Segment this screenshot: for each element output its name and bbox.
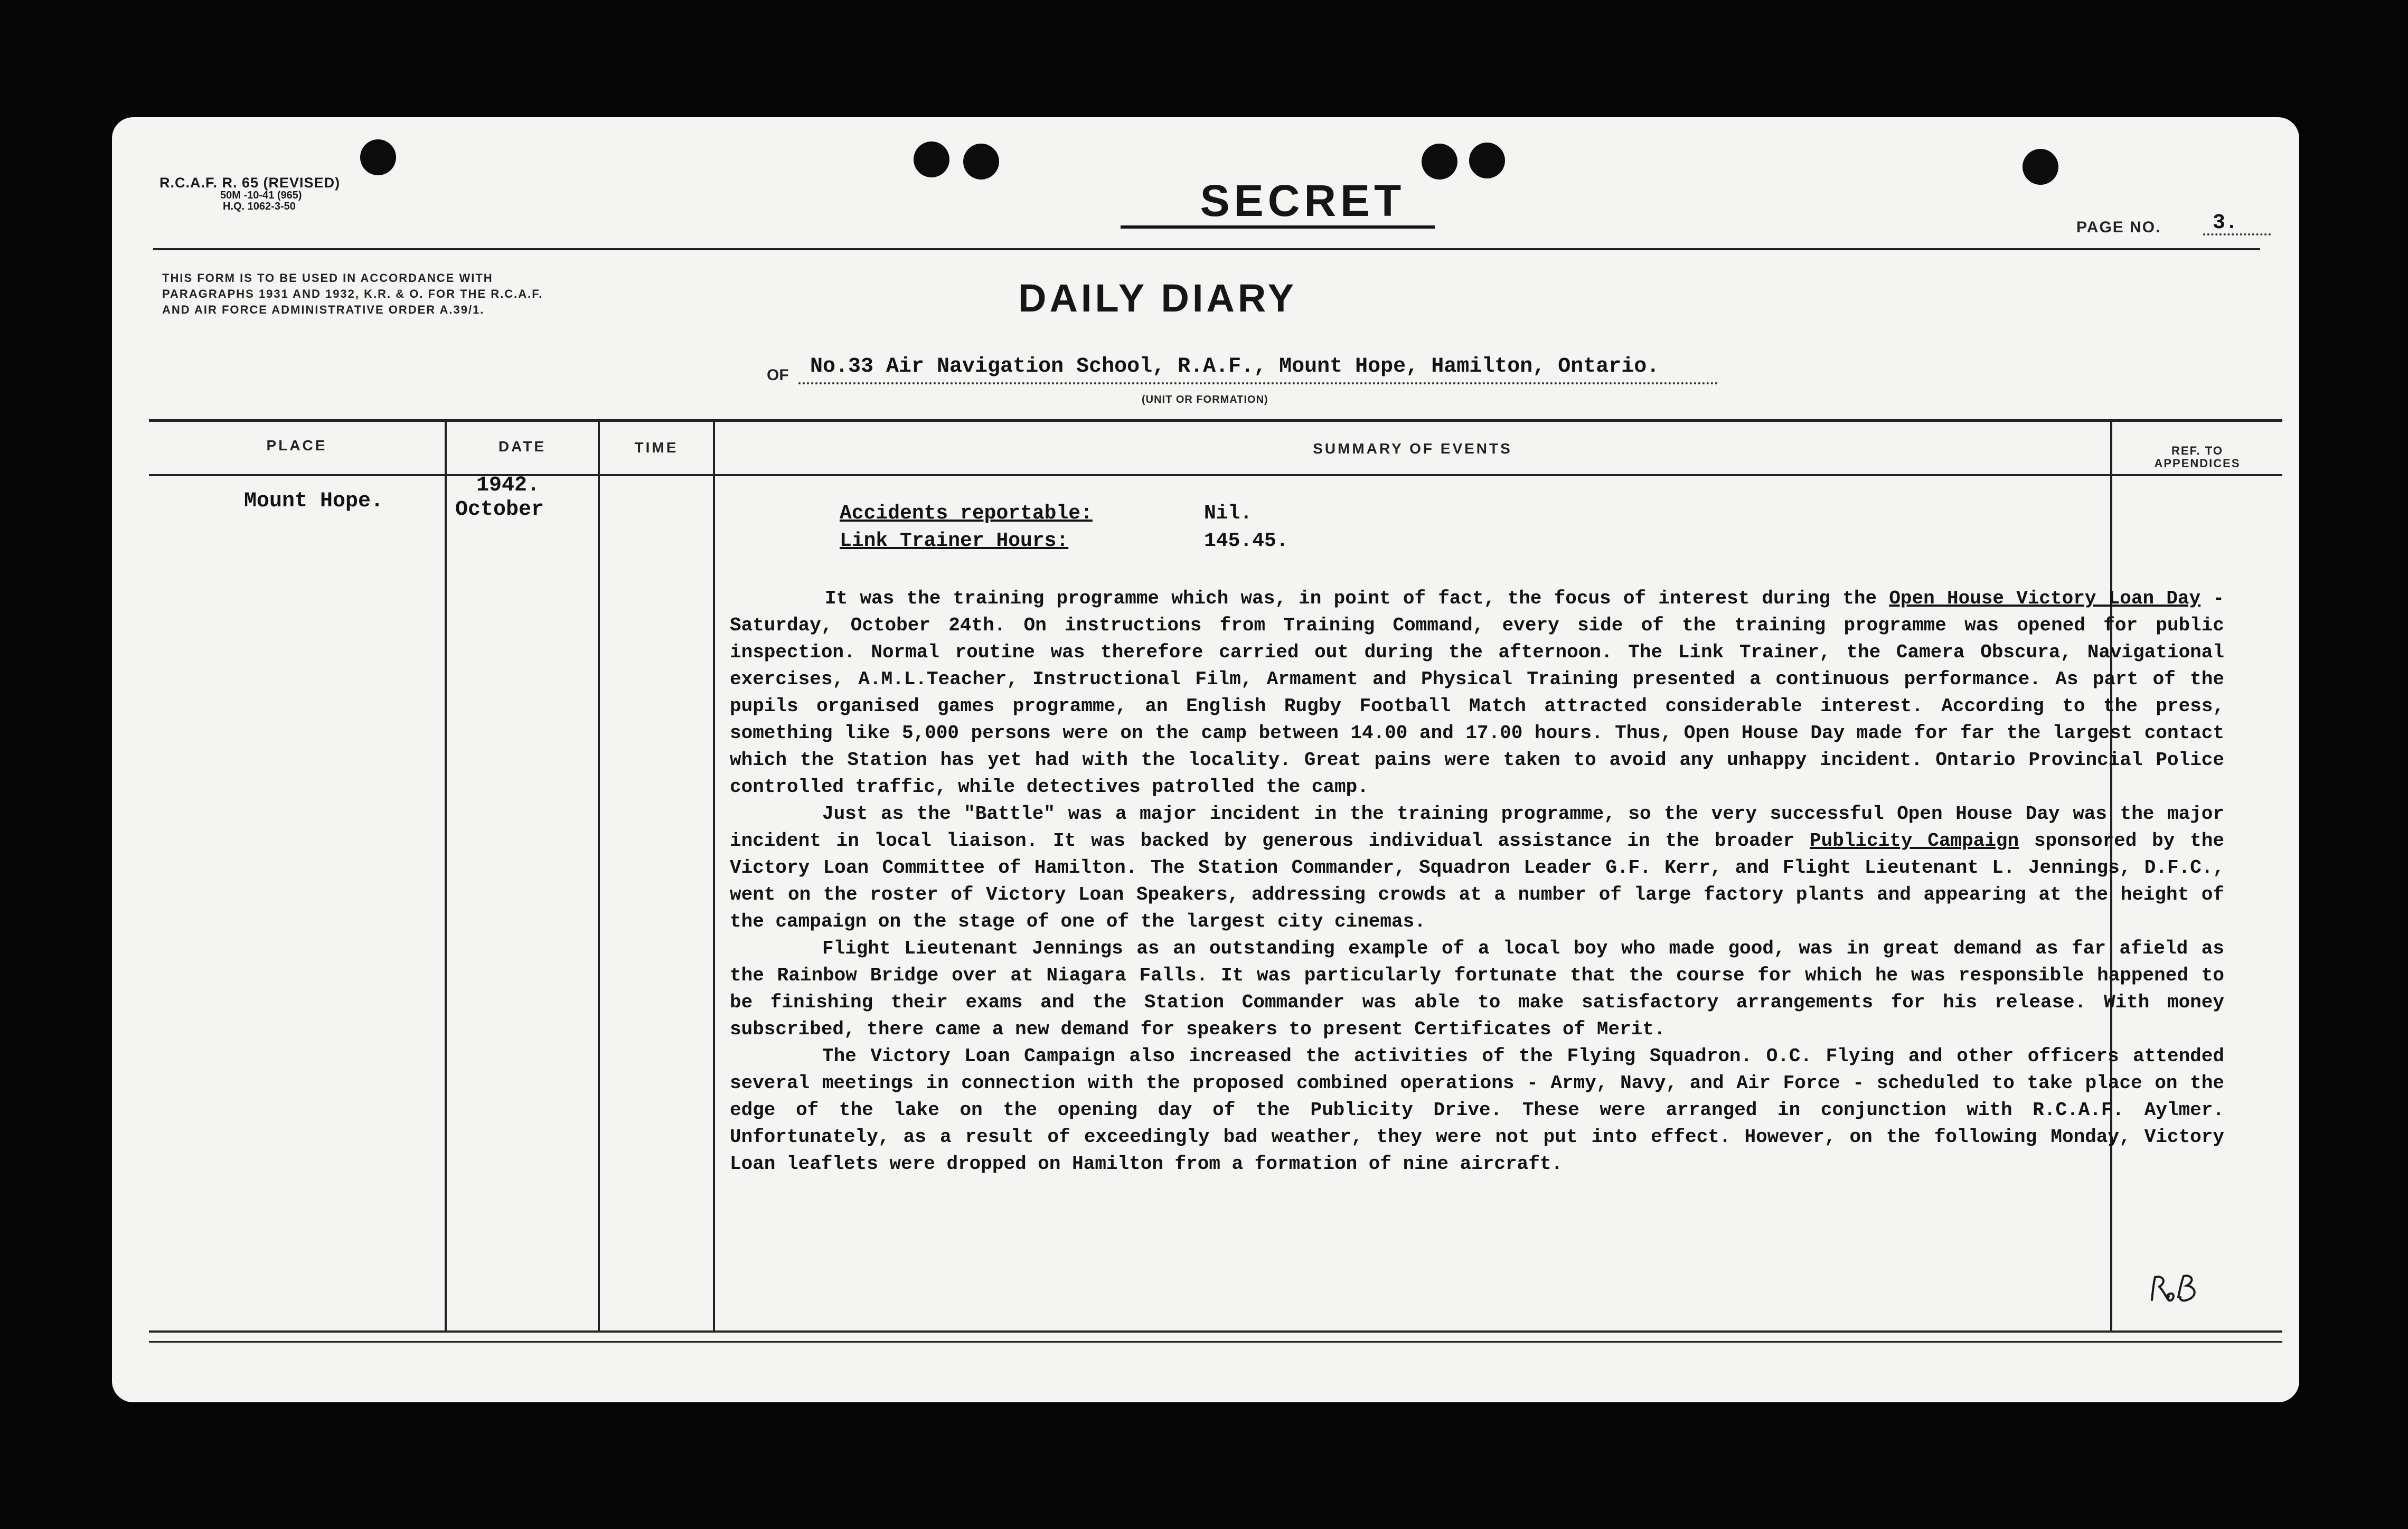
paragraph-text: - Saturday, October 24th. On instructions from Training Command, every side of the training programme was opened for public inspection. Normal routine was therefore carried out during the afternoon. The Link Trainer, the Camera Obscura, Navigational exercises, A.M.L.Teacher, Instructional Film, Armament and Physical Training presented a continuous performance. As part of the pupils organised games programme, an English Rugby Football Match attracted considerable interest. According to the press, something like 5,000 persons were on the camp between 14.00 and 17.00 hours. Thus, Open House Day made for far the largest contact which the Station has yet had with the locality. Great pains were taken to avoid any unhappy incident. Ontario Provincial Police controlled traffic, while detectives patrolled the camp.: [730, 588, 2224, 798]
table-bottom-border-second: [149, 1341, 2282, 1343]
form-code-line: H.Q. 1062-3-50: [223, 201, 296, 213]
summary-items: [840, 500, 1288, 555]
entry-date: [455, 474, 544, 522]
classification-heading: SECRET: [1200, 176, 1406, 225]
punch-hole: [2023, 149, 2058, 185]
summary-paragraph: [730, 800, 2224, 935]
paragraph-text: Flight Lieutenant Jennings as an outstanding example of a local boy who made good, was in great demand as far afield as the Rainbow Bridge over at Niagara Falls. It was particularly fortunate that the course for which he was responsible happened to be finishing their exams and the Station Commander was able to make satisfactory arrangements for his release. With money subscribed, there came a new demand for speakers to present Certificates of Merit.: [730, 938, 2224, 1040]
header-divider: [153, 248, 2260, 250]
column-divider: [598, 419, 600, 1330]
column-header-place: PLACE: [266, 437, 327, 454]
column-header-ref: [2112, 445, 2282, 470]
punch-hole: [1469, 143, 1505, 178]
unit-caption: (UNIT OR FORMATION): [1142, 394, 1268, 405]
summary-paragraph: [730, 935, 2224, 1043]
unit-of-label: OF: [767, 366, 789, 384]
diary-page: [112, 117, 2299, 1402]
summary-item-label: Accidents reportable:: [840, 502, 1093, 525]
column-header-ref-line: APPENDICES: [2154, 457, 2241, 470]
column-header-ref-line: REF. TO: [2171, 444, 2223, 457]
column-divider: [445, 419, 447, 1330]
summary-item: [840, 500, 1288, 527]
form-code: [159, 175, 340, 212]
entry-month: October: [455, 498, 544, 522]
paragraph-underlined-text: Open House Victory Loan Day: [1889, 588, 2201, 609]
column-header-date: DATE: [498, 438, 547, 455]
handwritten-initials: [2148, 1271, 2206, 1308]
paragraph-text: The Victory Loan Campaign also increased the activities of the Flying Squadron. O.C. Flying and other officers attended several meetings in connection with the proposed combined operations - Army, Navy, and Air Force - scheduled to take place on the edge of the lake on the opening day of the Publicity Drive. These were arranged in conjunction with R.C.A.F. Aylmer. Unfortunately, as a result of exceedingly bad weather, they were not put into effect. However, on the following Monday, Victory Loan leaflets were dropped on Hamilton from a formation of nine aircraft.: [730, 1045, 2224, 1175]
entry-year: 1942.: [476, 474, 540, 497]
table-top-border: [149, 419, 2282, 422]
unit-name: No.33 Air Navigation School, R.A.F., Mount Hope, Hamilton, Ontario.: [798, 355, 1718, 384]
paragraph-text: It was the training programme which was, in point of fact, the focus of interest during the: [825, 588, 1889, 609]
summary-paragraph: [730, 585, 2224, 800]
table-bottom-border: [149, 1330, 2282, 1333]
summary-item-label: Link Trainer Hours:: [840, 530, 1069, 552]
column-header-time: TIME: [634, 439, 679, 456]
page-number-label: PAGE NO.: [2076, 219, 2161, 236]
summary-item: [840, 527, 1288, 555]
page-number-value: 3.: [2203, 211, 2271, 235]
punch-hole: [963, 144, 999, 180]
form-notice: THIS FORM IS TO BE USED IN ACCORDANCE WITH PARAGRAPHS 1931 AND 1932, K.R. & O. FOR THE R.C.A.F. AND AIR FORCE ADMINISTRATIVE ORDER A.39/1.: [162, 271, 543, 316]
paragraph-text: Just as the "Battle" was a major incident in the training programme, so the very successful Open House Day was the major incident in local liaison. It was backed by generous individual assistance in the broader: [730, 803, 2224, 852]
punch-hole: [360, 139, 396, 175]
paragraph-underlined-text: Publicity Campaign: [1810, 830, 2019, 852]
punch-hole: [914, 141, 949, 177]
summary-item-value: 145.45.: [1204, 530, 1288, 552]
summary-narrative: [730, 585, 2224, 1177]
page-title: DAILY DIARY: [1018, 276, 1297, 320]
summary-paragraph: [730, 1043, 2224, 1177]
form-code-line: 50M -10-41 (965): [220, 190, 302, 202]
punch-hole: [1422, 144, 1457, 180]
summary-item-value: Nil.: [1204, 502, 1253, 525]
paragraph-text: sponsored by the Victory Loan Committee of Hamilton. The Station Commander, Squadron Leader G.F. Kerr, and Flight Lieutenant L. Jennings, D.F.C., went on the roster of Victory Loan Speakers, addressing crowds at a number of large factory plants and appearing at the height of the campaign on the stage of one of the largest city cinemas.: [730, 830, 2224, 932]
classification-underline: [1121, 225, 1435, 229]
column-header-summary: SUMMARY OF EVENTS: [1313, 440, 1512, 457]
entry-place: Mount Hope.: [244, 489, 384, 513]
form-code-line: R.C.A.F. R. 65 (REVISED): [159, 175, 341, 191]
column-divider: [713, 419, 715, 1330]
